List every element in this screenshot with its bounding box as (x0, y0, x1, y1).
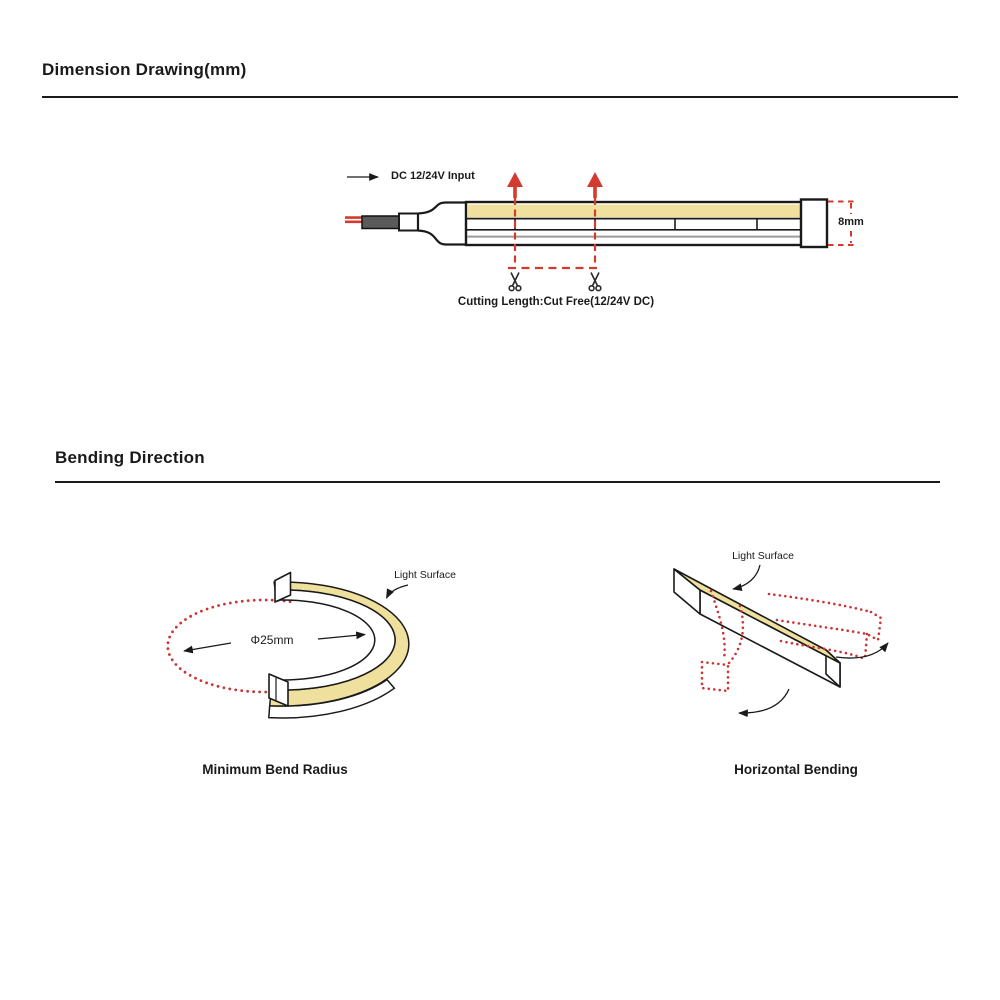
cut-direction-arrows (507, 172, 603, 198)
strip-box-front-face (700, 590, 840, 687)
light-surface-leader-right (733, 565, 760, 589)
light-surface-label-left: Light Surface (394, 569, 456, 581)
bend-arrow-right-icon (836, 643, 888, 658)
scissors-icon (589, 273, 601, 291)
height-dimension-marks (828, 202, 858, 246)
scissors-icon (509, 273, 521, 291)
min-bend-radius-caption: Minimum Bend Radius (202, 762, 348, 777)
horizontal-bending-caption: Horizontal Bending (734, 762, 858, 777)
dc-input-label: DC 12/24V Input (391, 170, 475, 182)
bend-arrow-down-icon (739, 689, 789, 713)
strip-box-light-surface (674, 569, 840, 663)
bend-diameter-label: Φ25mm (250, 633, 294, 647)
strip-connector (418, 203, 467, 245)
cut-arrow-icon (587, 172, 603, 187)
min-bend-radius-diagram (168, 573, 409, 718)
strip-end-cap (801, 200, 827, 248)
cable-sleeve (362, 216, 399, 229)
cut-arrow-stem (513, 186, 517, 198)
cutting-length-label: Cutting Length:Cut Free(12/24V DC) (457, 296, 655, 308)
dimension-drawing (345, 172, 858, 291)
light-surface-leader-left (387, 585, 409, 598)
dimension-section-title: Dimension Drawing(mm) (42, 60, 247, 79)
horizontal-bending-diagram (674, 565, 888, 713)
cut-arrow-icon (507, 172, 523, 187)
bending-section-title: Bending Direction (55, 448, 205, 467)
diameter-arrow-left-icon (184, 643, 231, 651)
diameter-arrow-right-icon (318, 635, 365, 640)
strip-light-surface (468, 205, 800, 218)
cut-arrow-stem (593, 186, 597, 198)
cable-collar (399, 214, 418, 231)
light-surface-label-right: Light Surface (732, 550, 794, 562)
height-dimension-label: 8mm (838, 216, 864, 228)
led-strip-body (466, 202, 802, 245)
